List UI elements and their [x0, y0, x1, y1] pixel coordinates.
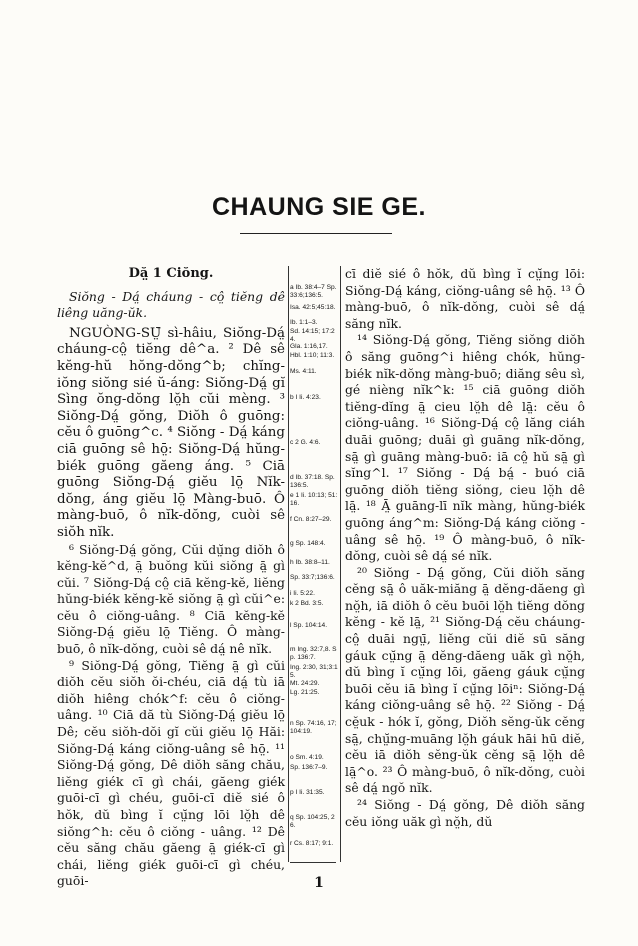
cross-reference: c 2 G. 4:6. [290, 439, 321, 446]
verse-paragraph: NGUÒNG-SṲ̄ sì-hâiu, Siŏng-Dá̤ cháung-cô̤ tiĕng dê^a. ² Dê sê kĕng-hŭ hŏng-dŏng^b; chĭng-iŏng siŏng sié ŭ-áng: Siŏng-Dá̤ gĭ Sìng ŏng-dŏng lŏ̤h cŭi mèng. ³ Siŏng-Dá̤ gŏng, Diŏh ô guōng: cĕu ô guōng^c. ⁴ Siŏng - Dá̤ káng ciā guōng sê hō̤: Siŏng-Dá̤ hŭng-biék guōng găeng áng. ⁵ Ciā guōng Siŏng-Dá̤ giĕu lō̤ Nĭk-dŏng, áng giĕu lō̤ Màng-buō. Ô màng-buō, ô nĭk-dŏng, cuòi sê siŏh nĭk. [57, 325, 285, 540]
cross-reference: Sp. 136:7–9. [290, 764, 328, 771]
cross-reference: k 2 Bd. 3:5. [290, 600, 324, 607]
cross-reference: p I Ii. 31:35. [290, 789, 325, 796]
cross-reference: Lg. 21:25. [290, 689, 320, 696]
column-divider-right [340, 266, 341, 862]
verse-paragraph: ²⁴ Siŏng - Dá̤ gŏng, Dê diŏh săng cĕu iŏng uăk gì nŏ̤h, dŭ [345, 797, 585, 829]
book-title: CHAUNG SIE GE. [212, 193, 426, 221]
title-underline [240, 233, 392, 234]
cross-reference: q Sp. 104:25, 26. [290, 814, 335, 829]
cross-reference: b I Ii. 4:23. [290, 394, 321, 401]
cross-reference: g Sp. 148:4. [290, 540, 326, 547]
cross-reference: Isa. 42:5;45:18. [290, 304, 336, 311]
page-number: 1 [314, 875, 324, 891]
right-text-column [345, 266, 585, 830]
cross-reference: a Ib. 38:4–7 Sp. 33:6;136:5. [290, 284, 337, 299]
left-text-column [57, 266, 285, 890]
chapter-summary: Siŏng - Dá̤ cháung - cô̤ tiĕng dê liêng uăng-ŭk. [57, 288, 285, 321]
cross-reference: r Cs. 8:17; 9:1. [290, 840, 334, 847]
cross-reference: h Ib. 38:8–11. [290, 559, 330, 566]
cross-reference: Hbl. 1:10; 11:3. [290, 352, 335, 359]
cross-reference: e 1 Ii. 10:13; 51:16. [290, 492, 338, 507]
verse-paragraph: ¹⁴ Siŏng-Dá̤ gŏng, Tiĕng siŏng diŏh ô săng guōng^i hiêng chók, hŭng-biék nĭk-dŏng màng-buō; diăng sêu sì, gé nièng nĭk^k: ¹⁵ ciā guōng diŏh tiĕng-dĭng ā̤ cieu lŏ̤h dê lā̤: cĕu ô ciŏng-uâng. ¹⁶ Siŏng-Dá̤ cô̤ lăng ciáh duāi guōng; duāi gì guāng nĭk-dŏng, sā̤ gì guāng màng-buō: iā cô̤ hŭ sā̤ gì sĭng^l. ¹⁷ Siŏng - Dá̤ bá̤ - buó ciā guōng diŏh tiĕng siŏng, cieu lŏ̤h dê lā̤. ¹⁸ Ā̤ guāng-lī nĭk màng, hŭng-biék guōng áng^m: Siŏng-Dá̤ káng ciŏng - uâng sê hō̤. ¹⁹ Ô màng-buō, ô nĭk-dŏng, cuòi sê dá̤ sé nĭk. [345, 332, 585, 564]
verse-paragraph: ²⁰ Siŏng - Dá̤ gŏng, Cŭi diŏh săng cĕng sā̤ ô uăk-miăng ā̤ dĕng-dăeng gì nŏ̤h, iā diŏh ô cĕu buōi lŏ̤h tiĕng dŏng kĕng - kĕ lā̤, ²¹ Siŏng-Dá̤ cĕu cháung-cô̤ duāi ngṳ̄, liĕng cŭi diĕ sū săng gáuk cṳ̆ng ā̤ dĕng-dăeng uăk gì nŏ̤h, dŭ bìng ĭ cṳ̆ng lōi, găeng gáuk cṳ̆ng buōi cĕu iā bìng ĭ cṳ̆ng lōiⁿ: Siŏng-Dá̤ káng ciŏng-uâng sê hō̤. ²² Siŏng - Dá̤ cĕ̤uk - hók ĭ, gŏng, Diŏh sĕng-ŭk cĕng sā̤, chṳ̆ng-muāng lŏ̤h gáuk hāi hū diĕ, cĕu iā diŏh sĕng-ŭk cĕng sā̤ lŏ̤h dê lā̤^o. ²³ Ô màng-buō, ô nĭk-dŏng, cuòi sê dá̤ ngŏ nĭk. [345, 564, 585, 796]
verse-paragraph: ⁹ Siŏng-Dá̤ gŏng, Tiĕng ā̤ gì cŭi diŏh cĕu siŏh ŏi-chéu, ciā dá̤ tù iā diŏh hiêng chók^f: cĕu ô ciŏng-uâng. ¹⁰ Ciā dă tù Siŏng-Dá̤ giĕu lō̤ Dê; cĕu siŏh-dŏi gĭ cŭi giĕu lō̤ Hăi: Siŏng-Dá̤ káng ciŏng-uâng sê hō̤. ¹¹ Siŏng-Dá̤ gŏng, Dê diŏh săng chău, liĕng giék cī gì chái, găeng giék guōi-cī gì chéu, guōi-cī diĕ sié ô hŏk, dŭ bìng ĭ cṳ̆ng lōi lŏ̤h dê siŏng^h: cĕu ô ciŏng - uâng. ¹² Dê cĕu săng chău găeng ā̤ giék-cī gì chái, liĕng giék guōi-cī gì chéu, guōi- [57, 657, 285, 889]
column-divider-left [288, 266, 289, 862]
cross-reference: f Cn. 8:27–29. [290, 516, 332, 523]
reference-end-rule [290, 862, 336, 863]
cross-reference: d Ib. 37:18. Sp. 136:5. [290, 474, 335, 489]
cross-reference: Ib. 1:1–3. [290, 319, 318, 326]
cross-reference: Ing. 2:30, 31;3:15. [290, 664, 338, 679]
verse-paragraph: cī diĕ sié ô hŏk, dŭ bìng ĭ cṳ̆ng lōi: Siŏng-Dá̤ káng, ciŏng-uâng sê hō̤. ¹³ Ô màng-buō, ô nĭk-dŏng, cuòi sê dá̤ săng nĭk. [345, 266, 585, 331]
cross-reference: Sp. 33:7;136:6. [290, 574, 335, 581]
cross-reference: Sd. 14:15; 17:24. [290, 328, 335, 343]
cross-reference: o Sm. 4:19. [290, 754, 324, 761]
cross-reference: l Sp. 104:14. [290, 622, 328, 629]
cross-reference: m Ing. 32:7,8. Sp. 136:7. [290, 646, 337, 661]
chapter-heading: Dă̤ 1 Ciŏng. [128, 266, 214, 281]
verse-paragraph: ⁶ Siŏng-Dá̤ gŏng, Cŭi dṳ̆ng diŏh ô kĕng-kĕ^d, ā̤ buŏng kŭi siŏng ā̤ gì cŭi. ⁷ Siŏng-Dá̤ cô̤ ciā kĕng-kĕ, liĕng hŭng-biék kĕng-kĕ siŏng ā̤ gì cŭi^e: cĕu ô ciŏng-uâng. ⁸ Ciā kĕng-kĕ Siŏng-Dá̤ giĕu lō̤ Tiĕng. Ô màng-buō, ô nĭk-dŏng, cuòi sê dá̤ nê nĭk. [57, 541, 285, 657]
cross-reference: i Ii. 5:22. [290, 590, 315, 597]
cross-reference: Mt. 24:29. [290, 680, 320, 687]
cross-reference: Gla. 1:16,17. [290, 343, 328, 350]
cross-reference: Ms. 4:11. [290, 368, 317, 375]
cross-reference: n Sp. 74:16, 17;104:19. [290, 720, 337, 735]
